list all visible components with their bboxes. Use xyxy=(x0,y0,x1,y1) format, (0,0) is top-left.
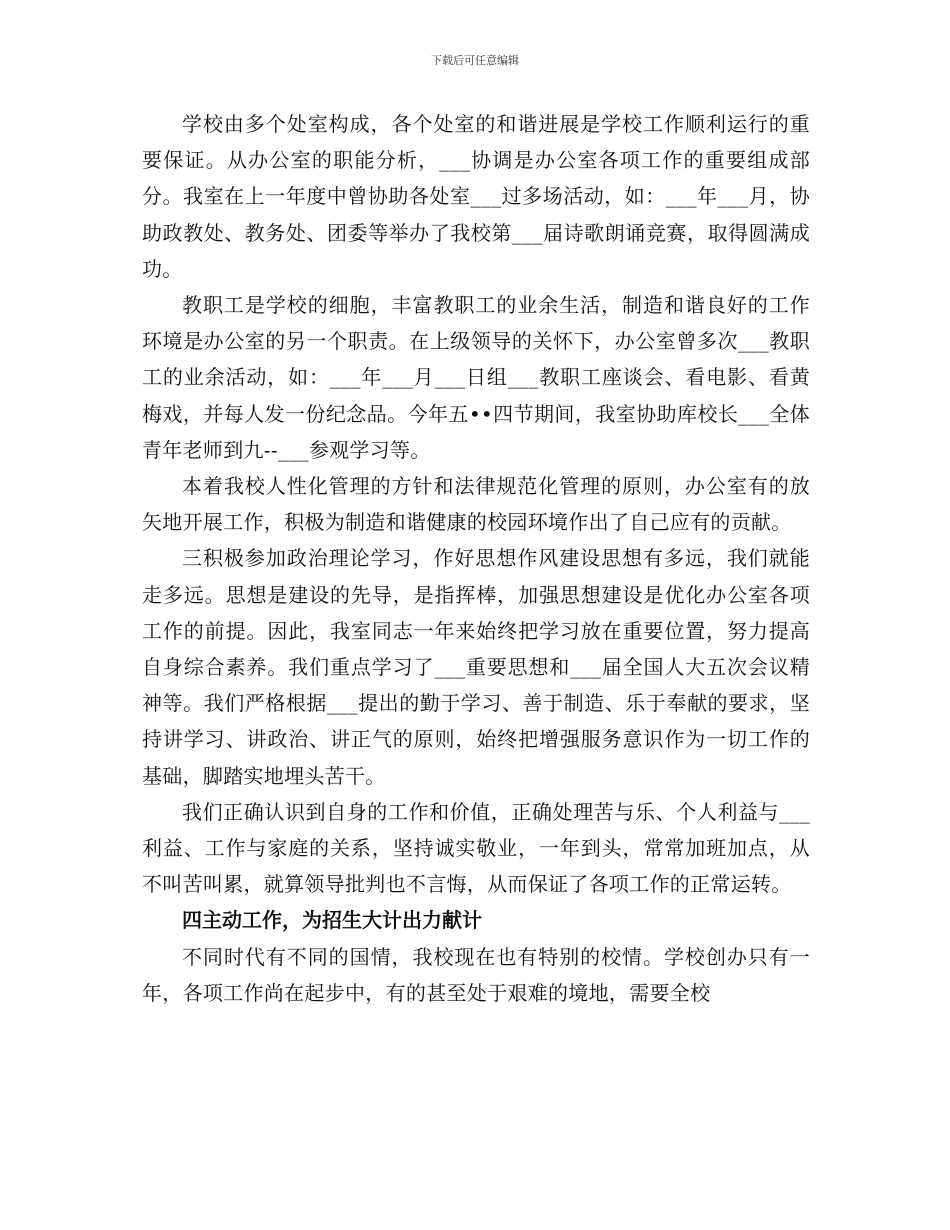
paragraph-political-study: 三积极参加政治理论学习，作好思想作风建设思想有多远，我们就能走多远。思想是建设的先导，是指挥棒，加强思想建设是优化办公室各项工作的前提。因此，我室同志一年来始终把学习放在重要位置，努力提高自身综合素养。我们重点学习了___重要思想和___届全国人大五次会议精神等。我们严格根据___提出的勤于学习、善于制造、乐于奉献的要求，坚持讲学习、讲政治、讲正气的原则，始终把增强服务意识作为一切工作的基础，脚踏实地埋头苦干。 xyxy=(142,546,810,788)
paragraph-school-situation: 不同时代有不同的国情，我校现在也有特别的校情。学校创办只有一年，各项工作尚在起步中，有的甚至处于艰难的境地，需要全校 xyxy=(142,944,810,1005)
paragraph-work-values: 我们正确认识到自身的工作和价值，正确处理苦与乐、个人利益与___利益、工作与家庭的关系，坚持诚实敬业，一年到头，常常加班加点，从不叫苦叫累，就算领导批判也不言悔，从而保证了各项工作的正常运转。 xyxy=(142,799,810,897)
document-body xyxy=(142,106,810,1011)
paragraph-office-coordination: 学校由多个处室构成，各个处室的和谐进展是学校工作顺利运行的重要保证。从办公室的职能分析，___协调是办公室各项工作的重要组成部分。我室在上一年度中曾协助各处室___过多场活动，如：___年___月，协助政教处、教务处、团委等举办了我校第___届诗歌朗诵竞赛，取得圆满成功。 xyxy=(142,112,810,281)
paragraph-staff-activities: 教职工是学校的细胞，丰富教职工的业余生活，制造和谐良好的工作环境是办公室的另一个职责。在上级领导的关怀下，办公室曾多次___教职工的业余活动，如：___年___月___日组___教职工座谈会、看电影、看黄梅戏，并每人发一份纪念品。今年五••四节期间，我室协助库校长___全体青年老师到九--___参观学习等。 xyxy=(142,293,810,462)
section-heading: 四主动工作，为招生大计出力献计 xyxy=(182,908,482,933)
paragraph-management-principles: 本着我校人性化管理的方针和法律规范化管理的原则，办公室有的放矢地开展工作，积极为制造和谐健康的校园环境作出了自己应有的贡献。 xyxy=(142,474,810,535)
header-note: 下载后可任意编辑 xyxy=(431,54,519,67)
